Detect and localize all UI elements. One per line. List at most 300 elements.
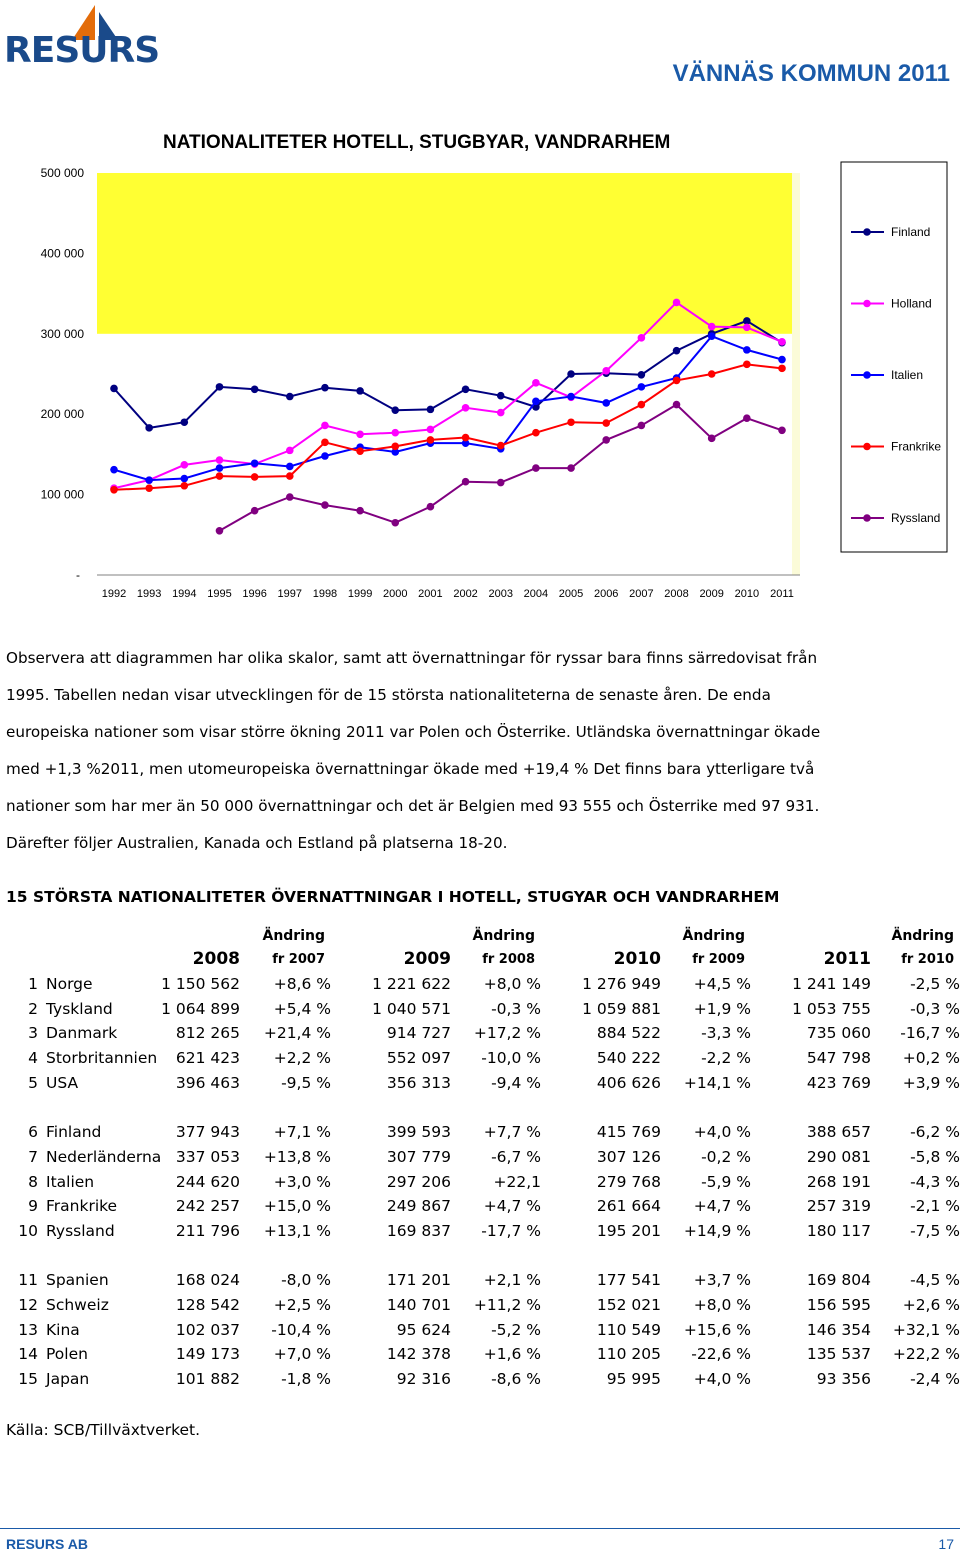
change-cell: +2,6 % bbox=[902, 1295, 960, 1314]
nationality-table bbox=[0, 925, 960, 1395]
change-cell: -16,7 % bbox=[900, 1024, 960, 1043]
value-cell: 423 769 bbox=[806, 1073, 871, 1092]
value-cell: 388 657 bbox=[806, 1123, 871, 1142]
table-row bbox=[0, 1321, 960, 1346]
data-point-holland bbox=[216, 456, 224, 464]
data-point-frankrike bbox=[497, 442, 505, 450]
value-cell: 1 150 562 bbox=[161, 975, 240, 993]
change-cell: +21,4 % bbox=[263, 1024, 331, 1043]
change-cell: +0,2 % bbox=[902, 1049, 960, 1068]
data-point-italien bbox=[216, 464, 224, 472]
legend-marker bbox=[863, 514, 871, 522]
data-point-holland bbox=[778, 338, 786, 346]
change-cell: -22,6 % bbox=[691, 1345, 751, 1364]
table-row bbox=[0, 1024, 960, 1049]
value-cell: 290 081 bbox=[806, 1147, 871, 1166]
data-point-finland bbox=[110, 385, 118, 393]
table-row bbox=[0, 975, 960, 1000]
data-point-frankrike bbox=[427, 436, 435, 444]
value-cell: 396 463 bbox=[175, 1073, 240, 1092]
data-point-ryssland bbox=[673, 401, 681, 409]
x-tick-label: 2004 bbox=[523, 588, 549, 600]
change-cell: +4,0 % bbox=[693, 1123, 751, 1142]
change-header: Ändring bbox=[891, 928, 954, 944]
change-cell: -9,5 % bbox=[281, 1073, 331, 1092]
x-tick-label: 1999 bbox=[347, 588, 373, 600]
value-cell: 242 257 bbox=[175, 1197, 240, 1216]
x-tick-label: 2005 bbox=[558, 588, 584, 600]
value-cell: 95 624 bbox=[396, 1320, 451, 1339]
highlight-band bbox=[97, 173, 800, 334]
rank-cell: 13 bbox=[18, 1320, 38, 1339]
x-tick-label: 1993 bbox=[136, 588, 162, 600]
data-point-finland bbox=[181, 418, 189, 426]
value-cell: 1 059 881 bbox=[582, 999, 661, 1018]
change-cell: +8,0 % bbox=[483, 975, 541, 993]
legend-marker bbox=[863, 300, 871, 308]
change-cell: +11,2 % bbox=[473, 1295, 541, 1314]
group-spacer bbox=[0, 1247, 960, 1272]
data-point-italien bbox=[145, 476, 153, 484]
data-point-finland bbox=[286, 393, 294, 401]
data-point-holland bbox=[497, 409, 505, 417]
change-cell: +7,7 % bbox=[483, 1123, 541, 1142]
change-cell: +3,7 % bbox=[693, 1271, 751, 1290]
data-point-italien bbox=[532, 398, 540, 406]
value-cell: 135 537 bbox=[806, 1345, 871, 1364]
value-cell: 1 064 899 bbox=[161, 999, 240, 1018]
data-point-frankrike bbox=[778, 365, 786, 373]
value-cell: 195 201 bbox=[596, 1221, 661, 1240]
change-cell: -5,2 % bbox=[491, 1320, 541, 1339]
value-cell: 146 354 bbox=[806, 1320, 871, 1339]
change-cell: -2,1 % bbox=[910, 1197, 960, 1216]
data-point-ryssland bbox=[286, 493, 294, 501]
group-spacer bbox=[0, 1098, 960, 1123]
change-cell: -6,7 % bbox=[491, 1147, 541, 1166]
change-cell: +13,8 % bbox=[263, 1147, 331, 1166]
legend-label: Holland bbox=[891, 296, 932, 311]
data-point-finland bbox=[321, 384, 329, 392]
body-paragraph bbox=[6, 640, 956, 862]
table-header bbox=[0, 925, 960, 975]
table-row bbox=[0, 1370, 960, 1395]
footer-company: RESURS AB bbox=[6, 1536, 88, 1552]
data-point-ryssland bbox=[251, 507, 259, 515]
data-point-finland bbox=[145, 424, 153, 432]
data-point-finland bbox=[216, 383, 224, 391]
value-cell: 377 943 bbox=[175, 1123, 240, 1142]
data-point-holland bbox=[638, 334, 646, 342]
value-cell: 1 053 755 bbox=[792, 999, 871, 1018]
table-title: 15 STÖRSTA NATIONALITETER ÖVERNATTNINGAR I HOTELL, STUGYAR OCH VANDRARHEM bbox=[6, 888, 780, 906]
x-tick-label: 2003 bbox=[488, 588, 513, 600]
x-tick-label: 1992 bbox=[101, 588, 127, 600]
x-tick-label: 1996 bbox=[242, 588, 267, 600]
data-point-finland bbox=[673, 347, 681, 355]
data-point-frankrike bbox=[321, 439, 329, 447]
rank-cell: 12 bbox=[18, 1295, 38, 1314]
change-from-header: fr 2010 bbox=[901, 952, 954, 967]
data-point-ryssland bbox=[602, 436, 610, 444]
change-cell: -17,7 % bbox=[481, 1221, 541, 1240]
data-point-frankrike bbox=[356, 447, 364, 455]
year-header: 2010 bbox=[613, 949, 661, 969]
series-line-ryssland bbox=[220, 405, 783, 531]
data-point-frankrike bbox=[216, 472, 224, 480]
data-point-frankrike bbox=[251, 473, 259, 481]
rank-cell: 6 bbox=[28, 1123, 38, 1142]
change-cell: +13,1 % bbox=[263, 1221, 331, 1240]
y-tick-label: 500 000 bbox=[40, 166, 84, 180]
change-cell: +17,2 % bbox=[473, 1024, 541, 1043]
data-point-finland bbox=[391, 406, 399, 414]
data-point-holland bbox=[391, 429, 399, 437]
paragraph-line: nationer som har mer än 50 000 övernattningar och det är Belgien med 93 555 och Österrike med 97 931. bbox=[6, 797, 820, 815]
y-tick-label: 200 000 bbox=[40, 407, 84, 422]
legend-label: Ryssland bbox=[891, 511, 941, 525]
value-cell: 415 769 bbox=[596, 1123, 661, 1142]
data-point-frankrike bbox=[638, 401, 646, 409]
value-cell: 261 664 bbox=[596, 1197, 661, 1216]
value-cell: 735 060 bbox=[806, 1024, 871, 1043]
change-cell: +4,0 % bbox=[693, 1370, 751, 1388]
x-tick-label: 2006 bbox=[593, 588, 619, 600]
x-tick-label: 2002 bbox=[453, 588, 478, 600]
value-cell: 1 276 949 bbox=[582, 975, 661, 993]
line-chart bbox=[0, 160, 960, 605]
value-cell: 406 626 bbox=[596, 1073, 661, 1092]
data-point-ryssland bbox=[321, 501, 329, 509]
value-cell: 1 040 571 bbox=[372, 999, 451, 1018]
table-row bbox=[0, 1000, 960, 1025]
x-tick-label: 1995 bbox=[207, 588, 232, 600]
page-number: 17 bbox=[938, 1536, 954, 1552]
x-tick-label: 2007 bbox=[629, 588, 654, 600]
change-cell: -5,8 % bbox=[910, 1147, 960, 1166]
change-cell: +3,0 % bbox=[273, 1172, 331, 1191]
legend-marker bbox=[863, 371, 871, 379]
country-cell: Nederländerna bbox=[46, 1147, 162, 1166]
logo-text: RESURS bbox=[4, 30, 160, 71]
change-cell: -10,4 % bbox=[271, 1320, 331, 1339]
data-point-finland bbox=[427, 406, 435, 414]
legend-marker bbox=[863, 228, 871, 236]
value-cell: 621 423 bbox=[175, 1049, 240, 1068]
value-cell: 140 701 bbox=[386, 1295, 451, 1314]
value-cell: 914 727 bbox=[386, 1024, 451, 1043]
rank-cell: 14 bbox=[18, 1345, 38, 1364]
country-cell: Norge bbox=[46, 975, 93, 993]
change-cell: +14,9 % bbox=[683, 1221, 751, 1240]
side-band bbox=[792, 173, 800, 575]
change-cell: -2,5 % bbox=[910, 975, 960, 993]
change-cell: -10,0 % bbox=[481, 1049, 541, 1068]
data-point-italien bbox=[638, 383, 646, 391]
change-cell: +14,1 % bbox=[683, 1073, 751, 1092]
x-tick-label: 1994 bbox=[172, 588, 197, 600]
change-cell: +8,6 % bbox=[273, 975, 331, 993]
value-cell: 356 313 bbox=[386, 1073, 451, 1092]
table-row bbox=[0, 1074, 960, 1099]
y-tick-label: 100 000 bbox=[40, 487, 84, 502]
change-cell: +5,4 % bbox=[273, 999, 331, 1018]
change-cell: +15,6 % bbox=[683, 1320, 751, 1339]
data-point-finland bbox=[567, 370, 575, 378]
paragraph-line: med +1,3 %2011, men utomeuropeiska övernattningar ökade med +19,4 % Det finns bara ytterligare två bbox=[6, 760, 815, 778]
change-cell: +22,2 % bbox=[892, 1345, 960, 1364]
table-row bbox=[0, 1049, 960, 1074]
data-point-frankrike bbox=[181, 482, 189, 490]
data-point-frankrike bbox=[708, 370, 716, 378]
source-note: Källa: SCB/Tillväxtverket. bbox=[6, 1421, 201, 1439]
data-point-holland bbox=[602, 367, 610, 375]
data-point-holland bbox=[181, 461, 189, 469]
value-cell: 169 837 bbox=[386, 1221, 451, 1240]
x-tick-label: 1997 bbox=[277, 588, 303, 600]
paragraph-line: 1995. Tabellen nedan visar utvecklingen för de 15 största nationaliteterna de senaste åren. De enda bbox=[6, 686, 771, 704]
rank-cell: 2 bbox=[28, 999, 38, 1018]
change-cell: +1,6 % bbox=[483, 1345, 541, 1364]
y-tick-label: - bbox=[76, 568, 80, 582]
value-cell: 1 241 149 bbox=[792, 975, 871, 993]
data-point-frankrike bbox=[673, 377, 681, 385]
change-cell: -2,2 % bbox=[701, 1049, 751, 1068]
change-cell: -4,3 % bbox=[910, 1172, 960, 1191]
x-tick-label: 2011 bbox=[770, 588, 794, 600]
change-cell: +7,0 % bbox=[273, 1345, 331, 1364]
country-cell: Schweiz bbox=[46, 1295, 109, 1314]
data-point-ryssland bbox=[778, 426, 786, 434]
value-cell: 249 867 bbox=[386, 1197, 451, 1216]
x-tick-label: 2010 bbox=[734, 588, 760, 600]
data-point-ryssland bbox=[427, 503, 435, 511]
data-point-holland bbox=[462, 404, 470, 412]
change-cell: -2,4 % bbox=[910, 1370, 960, 1388]
data-point-ryssland bbox=[567, 464, 575, 472]
table-row bbox=[0, 1345, 960, 1370]
data-point-frankrike bbox=[532, 429, 540, 437]
change-cell: -9,4 % bbox=[491, 1073, 541, 1092]
rank-cell: 4 bbox=[28, 1049, 38, 1068]
country-cell: Polen bbox=[46, 1345, 88, 1364]
data-point-frankrike bbox=[391, 443, 399, 451]
change-cell: +4,5 % bbox=[693, 975, 751, 993]
data-point-italien bbox=[181, 475, 189, 483]
value-cell: 171 201 bbox=[386, 1271, 451, 1290]
country-cell: Spanien bbox=[46, 1271, 109, 1290]
data-point-finland bbox=[497, 392, 505, 400]
value-cell: 101 882 bbox=[175, 1370, 240, 1388]
change-cell: +32,1 % bbox=[892, 1320, 960, 1339]
country-cell: Japan bbox=[46, 1370, 90, 1388]
series-line-finland bbox=[114, 321, 782, 428]
rank-cell: 7 bbox=[28, 1147, 38, 1166]
rank-cell: 8 bbox=[28, 1172, 38, 1191]
change-cell: +2,5 % bbox=[273, 1295, 331, 1314]
change-cell: +15,0 % bbox=[263, 1197, 331, 1216]
value-cell: 149 173 bbox=[175, 1345, 240, 1364]
data-point-ryssland bbox=[497, 479, 505, 487]
legend-box bbox=[841, 162, 947, 552]
value-cell: 279 768 bbox=[596, 1172, 661, 1191]
table-row bbox=[0, 1197, 960, 1222]
value-cell: 102 037 bbox=[175, 1320, 240, 1339]
data-point-finland bbox=[251, 385, 259, 393]
value-cell: 169 804 bbox=[806, 1271, 871, 1290]
data-point-holland bbox=[708, 323, 716, 331]
data-point-ryssland bbox=[356, 507, 364, 515]
change-cell: +8,0 % bbox=[693, 1295, 751, 1314]
change-cell: -4,5 % bbox=[910, 1271, 960, 1290]
series-line-italien bbox=[114, 336, 782, 480]
country-cell: Ryssland bbox=[46, 1221, 115, 1240]
change-cell: -0,3 % bbox=[910, 999, 960, 1018]
value-cell: 399 593 bbox=[386, 1123, 451, 1142]
value-cell: 142 378 bbox=[386, 1345, 451, 1364]
data-point-frankrike bbox=[286, 472, 294, 480]
change-cell: -8,6 % bbox=[491, 1370, 541, 1388]
change-cell: +3,9 % bbox=[902, 1073, 960, 1092]
change-cell: -8,0 % bbox=[281, 1271, 331, 1290]
rank-cell: 5 bbox=[28, 1073, 38, 1092]
value-cell: 156 595 bbox=[806, 1295, 871, 1314]
data-point-holland bbox=[532, 379, 540, 387]
data-point-ryssland bbox=[532, 464, 540, 472]
legend-marker bbox=[863, 443, 871, 451]
data-point-frankrike bbox=[567, 418, 575, 426]
change-cell: +7,1 % bbox=[273, 1123, 331, 1142]
data-point-frankrike bbox=[602, 419, 610, 427]
year-header: 2009 bbox=[403, 949, 451, 969]
change-from-header: fr 2008 bbox=[482, 952, 535, 967]
value-cell: 177 541 bbox=[596, 1271, 661, 1290]
country-cell: USA bbox=[46, 1073, 79, 1092]
rank-cell: 1 bbox=[28, 975, 38, 993]
value-cell: 540 222 bbox=[596, 1049, 661, 1068]
data-point-finland bbox=[462, 385, 470, 393]
year-header: 2011 bbox=[823, 949, 871, 969]
country-cell: Frankrike bbox=[46, 1197, 118, 1216]
x-tick-label: 2009 bbox=[699, 588, 724, 600]
data-point-frankrike bbox=[743, 361, 751, 369]
year-header: 2008 bbox=[192, 949, 240, 969]
data-point-holland bbox=[673, 299, 681, 307]
data-point-italien bbox=[602, 399, 610, 407]
change-cell: -7,5 % bbox=[910, 1221, 960, 1240]
table-row bbox=[0, 1148, 960, 1173]
resurs-logo bbox=[0, 0, 160, 75]
data-point-italien bbox=[251, 459, 259, 467]
value-cell: 152 021 bbox=[596, 1295, 661, 1314]
data-point-holland bbox=[321, 422, 329, 430]
legend-label: Italien bbox=[891, 368, 924, 382]
data-point-holland bbox=[286, 447, 294, 455]
value-cell: 307 779 bbox=[386, 1147, 451, 1166]
change-from-header: fr 2009 bbox=[692, 952, 745, 967]
chart-title: NATIONALITETER HOTELL, STUGBYAR, VANDRARHEM bbox=[163, 132, 671, 153]
value-cell: 244 620 bbox=[175, 1172, 240, 1191]
data-point-ryssland bbox=[391, 519, 399, 527]
table-row bbox=[0, 1222, 960, 1247]
value-cell: 257 319 bbox=[806, 1197, 871, 1216]
change-header: Ändring bbox=[682, 928, 745, 944]
change-cell: -0,3 % bbox=[491, 999, 541, 1018]
change-header: Ändring bbox=[472, 928, 535, 944]
rank-cell: 3 bbox=[28, 1024, 38, 1043]
rank-cell: 10 bbox=[18, 1221, 38, 1240]
data-point-italien bbox=[567, 393, 575, 401]
data-point-frankrike bbox=[110, 486, 118, 494]
value-cell: 168 024 bbox=[175, 1271, 240, 1290]
x-tick-label: 2000 bbox=[383, 588, 408, 600]
change-cell: -1,8 % bbox=[281, 1370, 331, 1388]
change-cell: +4,7 % bbox=[693, 1197, 751, 1216]
value-cell: 297 206 bbox=[386, 1172, 451, 1191]
value-cell: 1 221 622 bbox=[372, 975, 451, 993]
value-cell: 552 097 bbox=[386, 1049, 451, 1068]
data-point-finland bbox=[638, 371, 646, 379]
value-cell: 110 205 bbox=[596, 1345, 661, 1364]
data-point-ryssland bbox=[743, 414, 751, 422]
y-tick-label: 300 000 bbox=[40, 326, 84, 341]
change-from-header: fr 2007 bbox=[272, 952, 325, 967]
value-cell: 93 356 bbox=[816, 1370, 871, 1388]
country-cell: Kina bbox=[46, 1320, 80, 1339]
paragraph-line: europeiska nationer som visar större ökning 2011 var Polen och Österrike. Utländska övernattningar ökade bbox=[6, 723, 821, 741]
value-cell: 128 542 bbox=[175, 1295, 240, 1314]
value-cell: 211 796 bbox=[175, 1221, 240, 1240]
data-point-holland bbox=[427, 426, 435, 434]
value-cell: 95 995 bbox=[606, 1370, 661, 1388]
change-cell: +1,9 % bbox=[693, 999, 751, 1018]
rank-cell: 15 bbox=[18, 1370, 38, 1388]
change-cell: +2,2 % bbox=[273, 1049, 331, 1068]
country-cell: Tyskland bbox=[46, 999, 113, 1018]
change-cell: +4,7 % bbox=[483, 1197, 541, 1216]
series-line-frankrike bbox=[114, 364, 782, 489]
data-point-italien bbox=[778, 356, 786, 364]
table-row bbox=[0, 1123, 960, 1148]
country-cell: Italien bbox=[46, 1172, 95, 1191]
table-row bbox=[0, 1173, 960, 1198]
country-cell: Danmark bbox=[46, 1024, 118, 1043]
value-cell: 337 053 bbox=[175, 1147, 240, 1166]
data-point-italien bbox=[286, 463, 294, 471]
data-point-italien bbox=[743, 346, 751, 354]
x-tick-label: 2001 bbox=[418, 588, 443, 600]
data-point-ryssland bbox=[708, 435, 716, 443]
data-point-italien bbox=[110, 466, 118, 474]
change-cell: -3,3 % bbox=[701, 1024, 751, 1043]
data-point-finland bbox=[356, 387, 364, 395]
change-header: Ändring bbox=[262, 928, 325, 944]
table-row bbox=[0, 1271, 960, 1296]
rank-cell: 9 bbox=[28, 1197, 38, 1216]
change-cell: +22,1 bbox=[493, 1172, 541, 1191]
change-cell: -6,2 % bbox=[910, 1123, 960, 1142]
legend-label: Frankrike bbox=[891, 439, 942, 454]
y-tick-label: 400 000 bbox=[40, 246, 84, 261]
x-tick-label: 1998 bbox=[312, 588, 338, 600]
data-point-ryssland bbox=[216, 527, 224, 535]
data-point-holland bbox=[356, 431, 364, 439]
value-cell: 268 191 bbox=[806, 1172, 871, 1191]
document-title: VÄNNÄS KOMMUN 2011 bbox=[672, 60, 950, 87]
x-tick-label: 2008 bbox=[664, 588, 689, 600]
data-point-frankrike bbox=[462, 434, 470, 442]
change-cell: +2,1 % bbox=[483, 1271, 541, 1290]
